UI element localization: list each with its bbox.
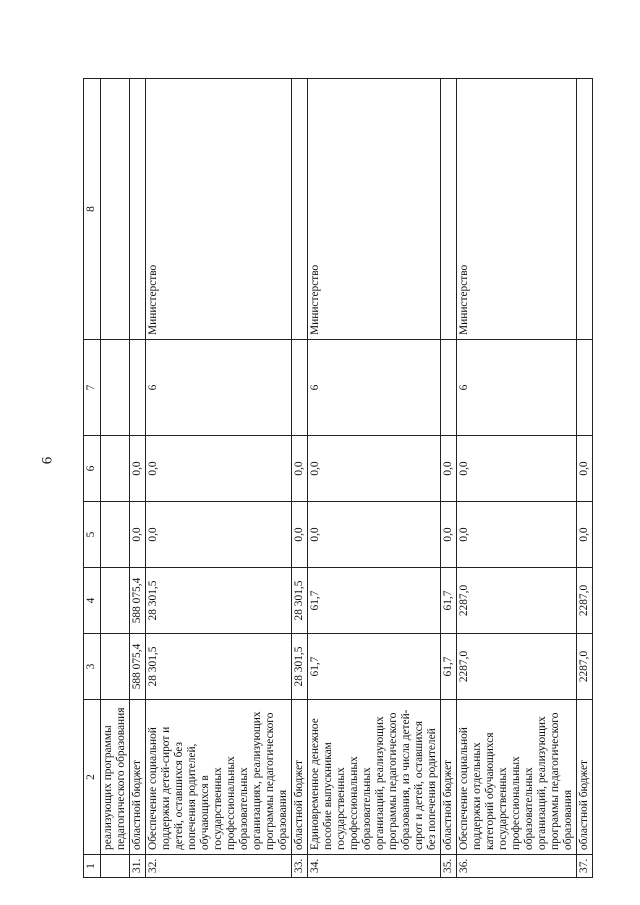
- row-col4: 588 075,4: [130, 568, 146, 634]
- row-col8: Министерство: [146, 79, 292, 340]
- row-col3: 61,7: [441, 634, 457, 700]
- page-number: 6: [39, 456, 56, 465]
- row-col3: 61,7: [308, 634, 441, 700]
- row-col5: 0,0: [130, 502, 146, 568]
- row-col4: 2287,0: [457, 568, 577, 634]
- row-col7: 6: [457, 340, 577, 436]
- row-col8: Министерство: [308, 79, 441, 340]
- row-col5: 0,0: [457, 502, 577, 568]
- header-cell: 1: [84, 855, 101, 878]
- row-col8: [130, 79, 146, 340]
- header-cell: 8: [84, 79, 101, 340]
- row-col4: [101, 568, 130, 634]
- row-name: областной бюджет: [130, 700, 146, 855]
- budget-table: [83, 78, 593, 878]
- row-col6: 0,0: [308, 436, 441, 502]
- table-row: [101, 79, 130, 878]
- row-col8: [441, 79, 457, 340]
- row-col7: [130, 340, 146, 436]
- row-name: реализующих программы педагогического образования: [101, 700, 130, 855]
- row-col6: 0,0: [130, 436, 146, 502]
- row-col6: 0,0: [146, 436, 292, 502]
- table-row: [441, 79, 457, 878]
- row-col5: 0,0: [577, 502, 593, 568]
- row-number: 33.: [292, 855, 308, 878]
- row-name: Обеспечение социальной поддержки отдельных категорий обучающихся государственных профессиональных образовательных организаций, реализующих программы педагогического образования: [457, 700, 577, 855]
- header-cell: 6: [84, 436, 101, 502]
- row-col8: [292, 79, 308, 340]
- row-col4: 28 301,5: [292, 568, 308, 634]
- row-col7: [101, 340, 130, 436]
- row-col4: 2287,0: [577, 568, 593, 634]
- header-cell: 5: [84, 502, 101, 568]
- row-col8: Министерство: [457, 79, 577, 340]
- row-col4: 61,7: [441, 568, 457, 634]
- row-col7: 6: [308, 340, 441, 436]
- row-col5: 0,0: [441, 502, 457, 568]
- budget-table-container: [83, 78, 590, 878]
- row-col5: [101, 502, 130, 568]
- row-col7: 6: [146, 340, 292, 436]
- row-col6: [101, 436, 130, 502]
- table-row: [146, 79, 292, 878]
- row-col3: 28 301,5: [292, 634, 308, 700]
- row-col6: 0,0: [457, 436, 577, 502]
- row-col4: 28 301,5: [146, 568, 292, 634]
- row-number: 31.: [130, 855, 146, 878]
- header-cell: 7: [84, 340, 101, 436]
- row-number: 37.: [577, 855, 593, 878]
- row-name: Единовременное денежное пособие выпускникам государственных профессиональных образовательных организаций, реализующих программы педагогического образования, из числа детей-сирот и детей, оставшихся без попечения родителей: [308, 700, 441, 855]
- row-col3: 588 075,4: [130, 634, 146, 700]
- row-name: Обеспечение социальной поддержки детей-сирот и детей, оставшихся без попечения родителей, обучающихся в государственных профессиональных образовательных организациях, реализующих программы педагогического образования: [146, 700, 292, 855]
- row-name: областной бюджет: [292, 700, 308, 855]
- row-col6: 0,0: [577, 436, 593, 502]
- header-cell: 3: [84, 634, 101, 700]
- row-col3: 2287,0: [457, 634, 577, 700]
- table-row: [130, 79, 146, 878]
- table-row: [577, 79, 593, 878]
- row-number: 32.: [146, 855, 292, 878]
- row-name: областной бюджет: [577, 700, 593, 855]
- row-col5: 0,0: [308, 502, 441, 568]
- row-col6: 0,0: [441, 436, 457, 502]
- row-number: 34.: [308, 855, 441, 878]
- row-col7: [292, 340, 308, 436]
- row-col3: 2287,0: [577, 634, 593, 700]
- table-row: [457, 79, 577, 878]
- row-col7: [577, 340, 593, 436]
- row-col8: [101, 79, 130, 340]
- table-row: [292, 79, 308, 878]
- row-number: 36.: [457, 855, 577, 878]
- table-header-row: [84, 79, 101, 878]
- row-col8: [577, 79, 593, 340]
- row-col4: 61,7: [308, 568, 441, 634]
- row-col3: 28 301,5: [146, 634, 292, 700]
- row-col5: 0,0: [292, 502, 308, 568]
- row-name: областной бюджет: [441, 700, 457, 855]
- row-col7: [441, 340, 457, 436]
- table-row: [308, 79, 441, 878]
- row-number: 35.: [441, 855, 457, 878]
- row-col5: 0,0: [146, 502, 292, 568]
- header-cell: 4: [84, 568, 101, 634]
- row-col3: [101, 634, 130, 700]
- header-cell: 2: [84, 700, 101, 855]
- row-number: [101, 855, 130, 878]
- row-col6: 0,0: [292, 436, 308, 502]
